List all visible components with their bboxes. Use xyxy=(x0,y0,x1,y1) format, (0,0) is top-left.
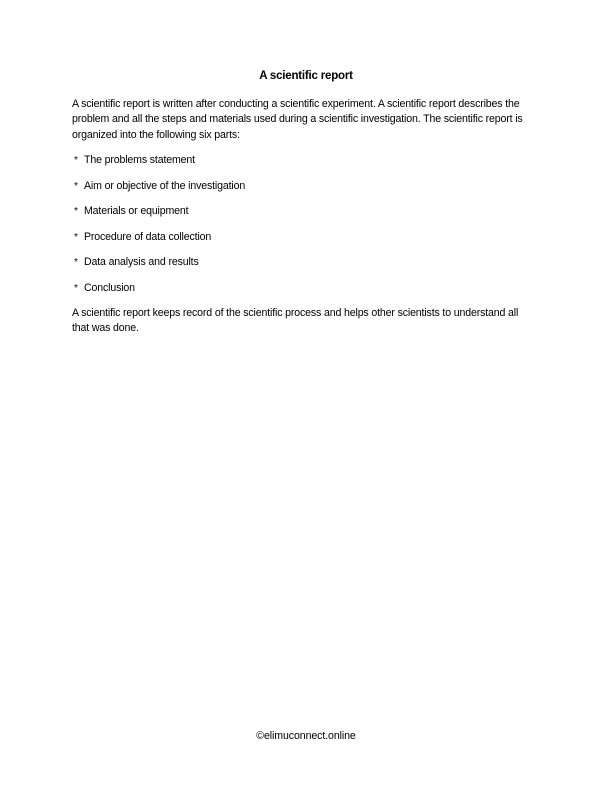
asterisk-bullet-icon: * xyxy=(74,206,78,218)
asterisk-bullet-icon: * xyxy=(74,231,78,243)
list-item xyxy=(74,230,245,256)
list-item xyxy=(74,281,245,307)
report-parts-list xyxy=(74,153,245,307)
intro-paragraph: A scientific report is written after conducting a scientific experiment. A scientific report describes the problem and all the steps and materials used during a scientific investigation. The scientific report is organized into the following six parts: xyxy=(72,98,523,141)
closing-paragraph: A scientific report keeps record of the scientific process and helps other scientists to understand all that was done. xyxy=(72,307,519,335)
asterisk-bullet-icon: * xyxy=(74,180,78,192)
list-item-label: Data analysis and results xyxy=(84,256,199,269)
list-item xyxy=(74,179,245,205)
footer-copyright: ©elimuconnect.online xyxy=(256,730,356,742)
list-item-label: Conclusion xyxy=(84,281,135,294)
list-item-label: Aim or objective of the investigation xyxy=(84,179,246,192)
asterisk-bullet-icon: * xyxy=(74,282,78,294)
list-item-label: Materials or equipment xyxy=(84,205,189,218)
list-item-label: Procedure of data collection xyxy=(84,230,212,243)
list-item xyxy=(74,153,245,179)
list-item-label: The problems statement xyxy=(84,154,195,166)
list-item xyxy=(74,204,245,230)
list-item xyxy=(74,255,245,281)
document-title: A scientific report xyxy=(259,70,353,82)
asterisk-bullet-icon: * xyxy=(74,257,78,269)
asterisk-bullet-icon: * xyxy=(74,155,78,166)
